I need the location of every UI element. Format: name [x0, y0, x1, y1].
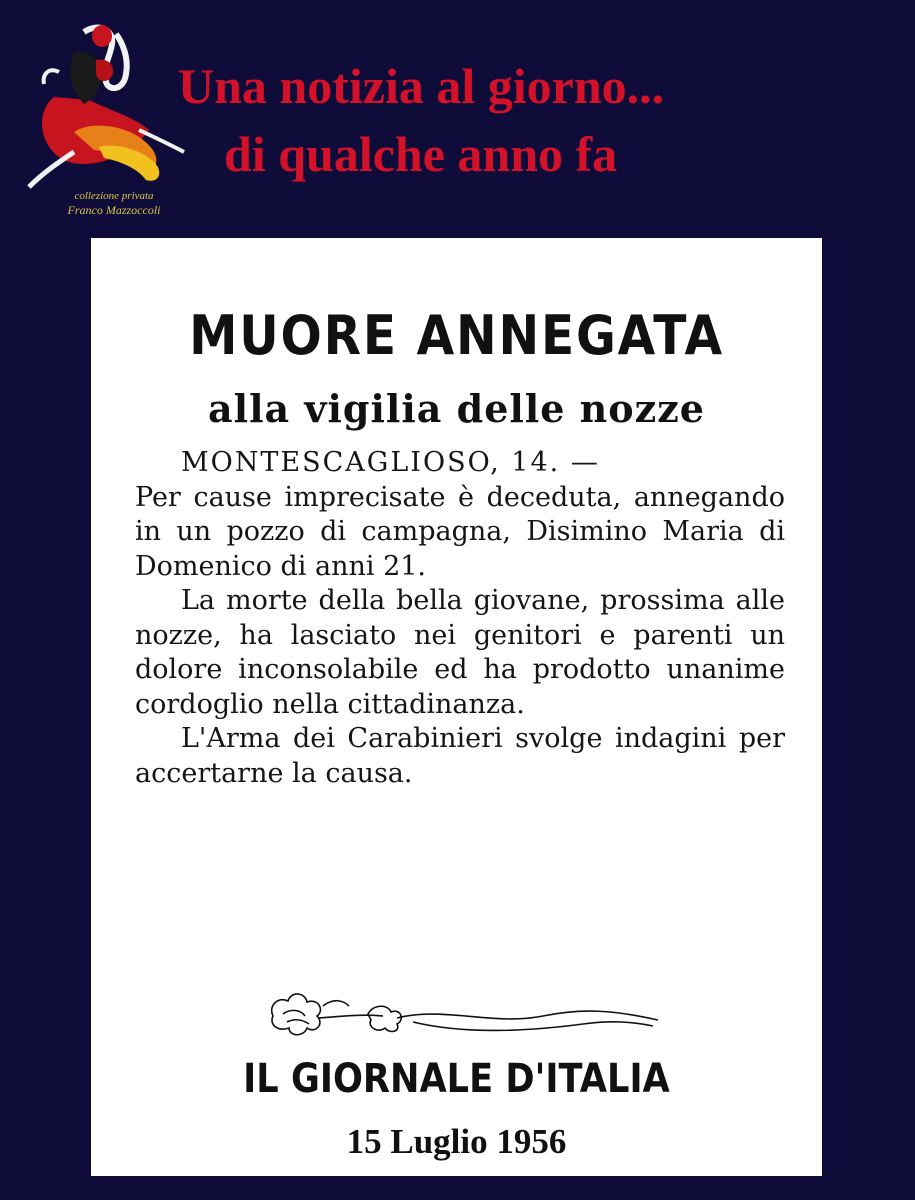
clipping-subheadline: alla vigilia delle nozze: [208, 386, 705, 431]
page-title-line2: di qualche anno fa: [224, 126, 618, 182]
flower-ornament-icon: [263, 986, 663, 1046]
article-paragraph: L'Arma dei Carabinieri svolge indagini per accertarne la causa.: [135, 723, 785, 789]
page-title: [178, 52, 664, 188]
article-paragraph: La morte della bella giovane, prossima alle nozze, ha lasciato nei genitori e parenti un dolore inconsolabile ed ha prodotto unanime cordoglio nella cittadinanza.: [135, 585, 785, 720]
article-paragraph: Per cause imprecisate è deceduta, annegando in un pozzo di campagna, Disimino Maria di Domenico di anni 21.: [135, 481, 785, 582]
logo-caption-line1: collezione privata: [74, 190, 154, 202]
dancer-logo-icon: [14, 12, 189, 197]
page-title-line1: Una notizia al giorno...: [178, 58, 665, 114]
article-dateline: MONTESCAGLIOSO, 14. —: [181, 447, 600, 478]
clipping-headline: MUORE ANNEGATA: [189, 304, 724, 367]
article-body: [135, 446, 785, 791]
newspaper-name: IL GIORNALE D'ITALIA: [243, 1056, 670, 1102]
logo-caption-line2: Franco Mazzoccoli: [67, 203, 161, 218]
logo-caption: [34, 190, 194, 218]
newspaper-date: 15 Luglio 1956: [346, 1122, 567, 1161]
newspaper-clipping: [91, 238, 822, 1176]
collection-logo: [14, 12, 189, 227]
